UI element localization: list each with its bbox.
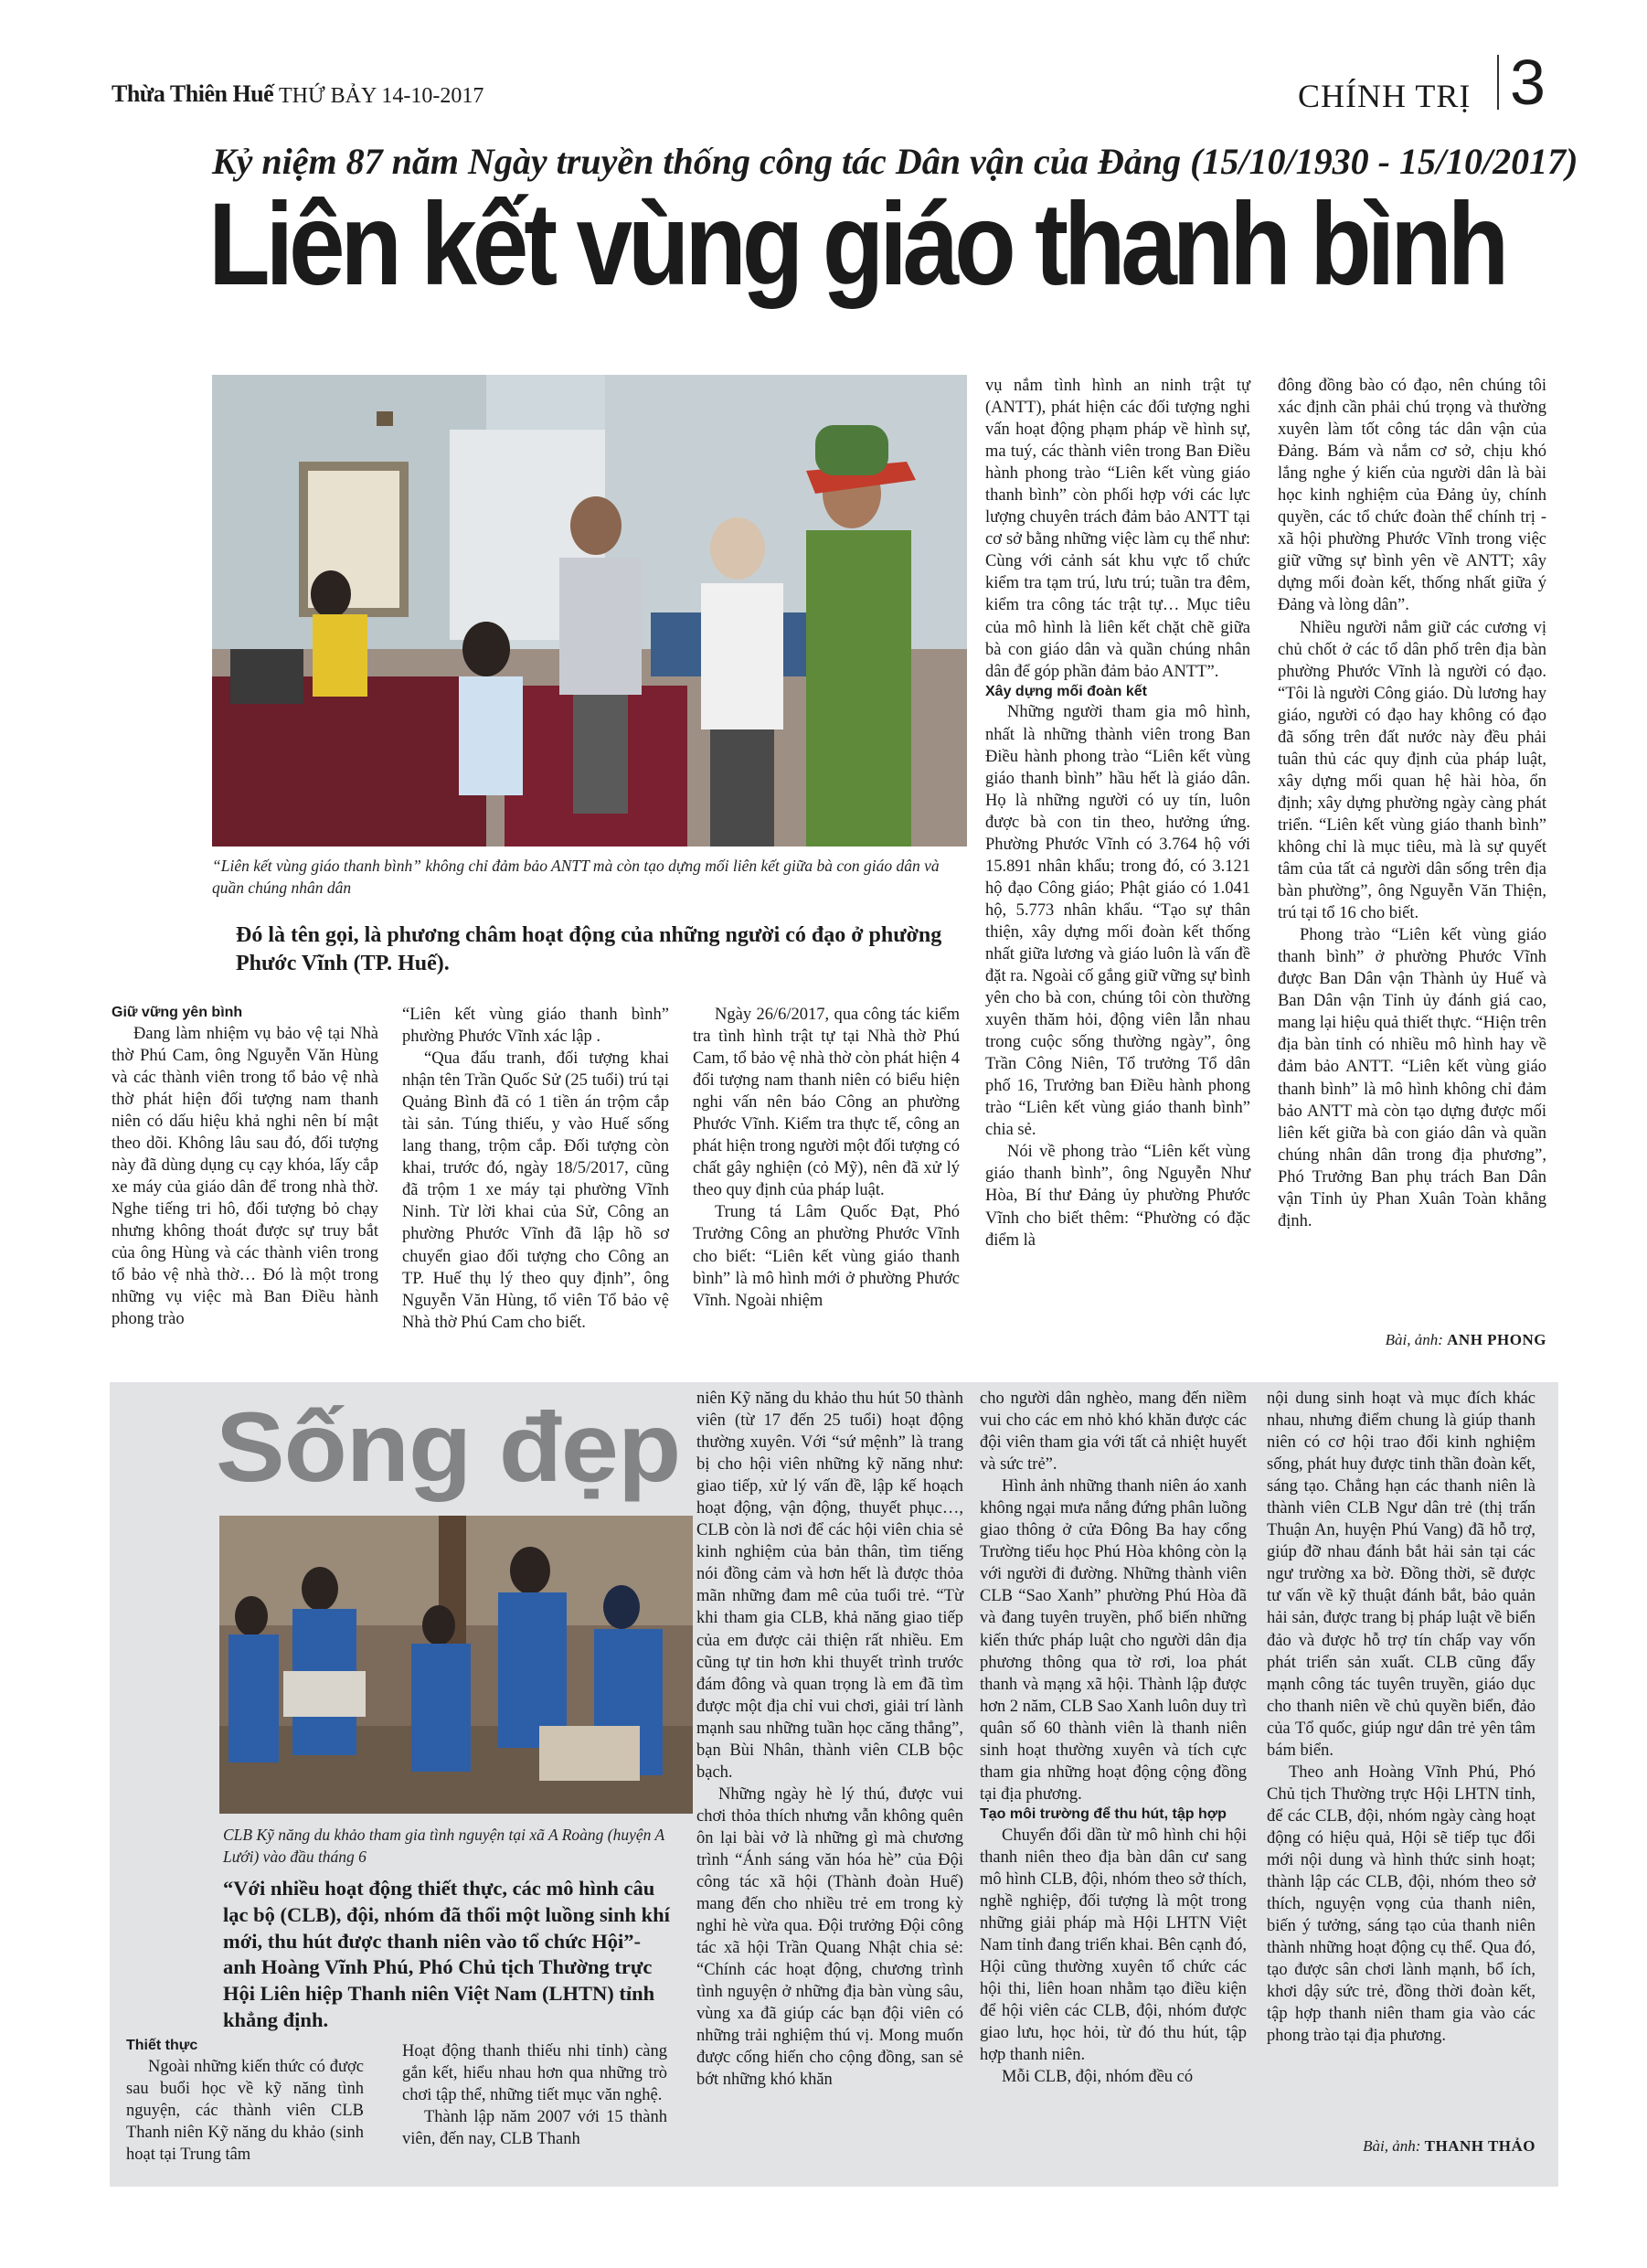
header-divider — [1497, 55, 1499, 110]
paragraph: Ngày 26/6/2017, qua công tác kiểm tra tình hình trật tự tại Nhà thờ Phú Cam, tổ bảo vệ nhà thờ còn phát hiện 4 đối tượng nam thanh niên có biểu hiện nghi vấn nên báo Công an phường Phước Vĩnh. Kiểm tra thực tế, công an phát hiện trong người một đối tượng có chất gây nghiện (cỏ Mỹ), nên đã xử lý theo quy định của pháp luật. — [693, 1006, 960, 1200]
article-column-2 — [402, 1004, 669, 1334]
article-column-4 — [985, 375, 1250, 1251]
masthead: Thừa Thiên Huế — [112, 80, 274, 107]
issue-date: THỨ BẢY 14-10-2017 — [279, 84, 484, 108]
paragraph: Những ngày hè lý thú, được vui chơi thỏa thích nhưng vẫn không quên ôn lại bài vở là những gì mà chương trình “Ánh sáng văn hóa hè” của Đội công tác xã hội (Thành đoàn Huế) mang đến cho nhiều trẻ em trong kỳ nghỉ hè vừa qua. Đội trưởng Đội công tác xã hội Trần Quang Nhật chia sẻ: “Chính các hoạt động, chương trình tình nguyện ở những địa bàn vùng sâu, vùng xa đã giúp các bạn đội viên có những trải nghiệm thú vị. Mong muốn được cống hiến cho cộng đồng, san sẻ bớt những khó khăn — [696, 1784, 963, 2090]
photo-caption: “Liên kết vùng giáo thanh bình” không chỉ đảm bảo ANTT mà còn tạo dựng mối liên kết giữa bà con giáo dân và quần chúng nhân dân — [212, 857, 940, 897]
paragraph: niên Kỹ năng du khảo thu hút 50 thành viên (từ 17 đến 25 tuổi) hoạt động thường xuyên. Với “sứ mệnh” là trang bị cho hội viên những kỹ năng như: giao tiếp, xử lý vấn đề, lập kế hoạch hoạt động, vận động, thuyết phục…, CLB còn là nơi để các hội viên chia sẻ kinh nghiệm của bản thân, tìm tiếng nói đồng cảm và hơn hết là được thỏa mãn những đam mê của tuổi trẻ. “Từ khi tham gia CLB, khả năng giao tiếp của em được cải thiện rất nhiều. Em cũng tự tin hơn khi thuyết trình trước đám đông và quan trọng là em đã tìm được một địa chỉ vui chơi, giải trí lành mạnh sau những tuần học căng thẳng”, bạn Bùi Nhân, thành viên CLB bộc bạch. — [696, 1390, 963, 1782]
paragraph: Trung tá Lâm Quốc Đạt, Phó Trưởng Công an phường Phước Vĩnh cho biết: “Liên kết vùng giáo thanh bình” là mô hình mới ở phường Phước Vĩnh. Ngoài nhiệm — [693, 1203, 960, 1310]
article-photo — [212, 375, 967, 847]
subheading: Xây dựng mối đoàn kết — [985, 683, 1147, 699]
paragraph: Những người tham gia mô hình, nhất là những thành viên trong Ban Điều hành phong trào “Liên kết vùng giáo thanh bình” hầu hết là giáo dân. Họ là những người có uy tín, luôn được bà con tin theo, hưởng ứng. Phường Phước Vĩnh có 3.764 hộ với 15.891 nhân khẩu; trong đó, có 3.121 hộ đạo Công giáo; Phật giáo có 1.041 hộ, 5.773 nhân khẩu. “Tạo sự thân thiện, xây dựng mối đoàn kết thống nhất giữa lương và giáo luôn là vấn đề đặt ra. Ngoài cố gắng giữ vững sự bình yên cho bà con, chúng tôi còn thường xuyên thăm hỏi, động viên lẫn nhau trong cuộc sống thường ngày”, ông Trần Công Niên, Tổ trưởng Tổ dân phố 16, Trưởng ban Điều hành phong trào “Liên kết vùng giáo thanh bình” chia sẻ. — [985, 703, 1250, 1140]
article-column-3 — [693, 1004, 960, 1312]
byline-author: THANH THẢO — [1424, 2137, 1535, 2155]
feature-byline — [1267, 2137, 1535, 2156]
subheading: Thiết thực — [126, 2038, 198, 2053]
paragraph: đông đồng bào có đạo, nên chúng tôi xác định cần phải chú trọng và thường xuyên làm tốt công tác dân vận của Đảng. Bám và nắm cơ sở, chịu khó lắng nghe ý kiến của người dân là bài học kinh nghiệm của Đảng ủy, chính quyền, các tổ chức đoàn thể chính trị - xã hội phường Phước Vĩnh trong việc giữ vững sự bình yên về ANTT; xây dựng mối đoàn kết, thống nhất giữa ý Đảng và lòng dân”. — [1278, 377, 1546, 615]
feature-column-4 — [980, 1388, 1247, 2088]
article-column-1 — [112, 1004, 378, 1330]
feature-column-2 — [402, 2040, 667, 2150]
feature-column-3 — [696, 1388, 963, 2092]
paragraph: Chuyển đổi dần từ mô hình chi hội thanh niên theo địa bàn dân cư sang mô hình CLB, đội, nhóm theo sở thích, nghề nghiệp, đối tượng là một trong những giải pháp mà Hội LHTN Việt Nam tỉnh đang triển khai. Bên cạnh đó, Hội cũng thường xuyên tổ chức các hội thi, liên hoan nhằm tạo điều kiện để hội viên các CLB, đội, nhóm được giao lưu, học hỏi, từ đó thu hút, tập hợp thanh niên. — [980, 1826, 1247, 2065]
feature-photo — [219, 1516, 693, 1814]
paragraph: Hình ảnh những thanh niên áo xanh không ngại mưa nắng đứng phân luồng giao thông ở cửa Đông Ba hay cổng Trường tiểu học Phú Hòa không còn lạ với người đi đường. Những thành viên CLB “Sao Xanh” phường Phú Hòa đã và đang tuyên truyền, phổ biến những kiến thức pháp luật cho người dân địa phương thông qua tờ rơi, loa phát thanh và mạng xã hội. Thành lập được hơn 2 năm, CLB Sao Xanh luôn duy trì quân số 60 thành viên là thanh niên sinh hoạt thường xuyên và tích cực tham gia những hoạt động cộng đồng tại địa phương. — [980, 1477, 1247, 1804]
paragraph: vụ nắm tình hình an ninh trật tự (ANTT), phát hiện các đối tượng nghi vấn hoạt động phạm pháp về hình sự, ma tuý, các thành viên trong Ban Điều hành phong trào “Liên kết vùng giáo thanh bình” còn phối hợp với các lực lượng chuyên trách đảm bảo ANTT tại cơ sở bằng những việc làm cụ thể như: Cùng với cảnh sát khu vực tổ chức kiểm tra tạm trú, lưu trú; tuần tra đêm, kiểm tra công tác trật tự… Mục tiêu của mô hình là liên kết chặt chẽ giữa bà con giáo dân và quần chúng nhân dân để góp phần đảm bảo ANTT”. — [985, 377, 1250, 681]
article-column-5 — [1278, 375, 1546, 1232]
article-lead: Đó là tên gọi, là phương châm hoạt động của những người có đạo ở phường Phước Vĩnh (TP. Huế). — [236, 923, 942, 976]
paragraph: “Qua đấu tranh, đối tượng khai nhận tên Trần Quốc Sử (25 tuổi) trú tại Quảng Bình đã có 1 tiền án trộm cắp tài sản. Túng thiếu, y vào Huế sống lang thang, trộm cắp. Đối tượng còn khai, trước đó, ngày 18/5/2017, cũng đã trộm 1 xe máy tại phường Vĩnh Ninh. Từ lời khai của Sử, Công an phường Phước Vĩnh đã lập hồ sơ chuyển giao đối tượng cho Công an TP. Huế thụ lý theo quy định”, ông Nguyễn Văn Hùng, tổ viên Tổ bảo vệ Nhà thờ Phú Cam cho biết. — [402, 1049, 669, 1332]
paragraph: Đang làm nhiệm vụ bảo vệ tại Nhà thờ Phú Cam, ông Nguyễn Văn Hùng và các thành viên trong tổ bảo vệ nhà thờ phát hiện đối tượng nam thanh niên có dấu hiệu khả nghi nên bí mật theo dõi. Không lâu sau đó, đối tượng này đã dùng dụng cụ cạy khóa, lấy cắp xe máy của giáo dân để trong nhà thờ. Nghe tiếng tri hô, đối tượng bỏ chạy nhưng không thoát được sự truy bắt của ông Hùng và các thành viên trong tổ bảo vệ nhà thờ… Đó là một trong những vụ việc mà Ban Điều hành phong trào — [112, 1024, 378, 1329]
page-number: 3 — [1510, 47, 1546, 118]
paragraph: cho người dân nghèo, mang đến niềm vui cho các em nhỏ khó khăn được các đội viên tham gia với tất cả nhiệt huyết và sức trẻ”. — [980, 1390, 1247, 1475]
paragraph: Nói về phong trào “Liên kết vùng giáo thanh bình”, ông Nguyễn Như Hòa, Bí thư Đảng ủy phường Phước Vĩnh cho biết thêm: “Phường có đặc điểm là — [985, 1143, 1250, 1250]
byline-label: Bài, ảnh: — [1385, 1331, 1443, 1348]
section-title: CHÍNH TRỊ — [1298, 78, 1472, 114]
paragraph: Mỗi CLB, đội, nhóm đều có — [1002, 2068, 1194, 2087]
article-byline — [1278, 1331, 1546, 1349]
article-kicker: Kỷ niệm 87 năm Ngày truyền thống công tác Dân vận của Đảng (15/10/1930 - 15/10/2017) — [212, 141, 1578, 182]
byline-label: Bài, ảnh: — [1363, 2137, 1421, 2155]
feature-column-5 — [1267, 1388, 1535, 2047]
paragraph: Theo anh Hoàng Vĩnh Phú, Phó Chủ tịch Thường trực Hội LHTN tỉnh, để các CLB, đội, nhóm ngày càng hoạt động có hiệu quả, Hội sẽ tiếp tục đổi mới nội dung và hình thức sinh hoạt; thành lập các CLB, đội, nhóm theo sở thích, nguyện vọng của thanh niên, biến ý tưởng, sáng tạo của thanh niên thành những hoạt động cụ thể. Qua đó, tạo được sân chơi lành mạnh, bổ ích, khơi dậy sức trẻ, đồng thời đoàn kết, tập hợp thanh niên tham gia vào các phong trào tại địa phương. — [1267, 1762, 1535, 2046]
paragraph: Hoạt động thanh thiếu nhi tỉnh) càng gắn kết, hiểu nhau hơn qua những trò chơi tập thể, những tiết mục văn nghệ. — [402, 2042, 667, 2105]
subheading: Giữ vững yên bình — [112, 1005, 243, 1020]
feature-photo-caption: CLB Kỹ năng du khảo tham gia tình nguyện tại xã A Roàng (huyện A Lưới) vào đầu tháng 6 — [223, 1826, 664, 1866]
byline-author: ANH PHONG — [1447, 1331, 1546, 1348]
feature-headline: Sống đẹp — [216, 1391, 681, 1502]
paragraph: Thành lập năm 2007 với 15 thành viên, đến nay, CLB Thanh — [402, 2108, 667, 2149]
subheading: Tạo môi trường để thu hút, tập hợp — [980, 1805, 1227, 1822]
paragraph: Ngoài những kiến thức có được sau buổi học về kỹ năng tình nguyện, các thành viên CLB Thanh niên Kỹ năng du khảo (sinh hoạt tại Trung tâm — [126, 2057, 364, 2164]
paragraph: Nhiều người nắm giữ các cương vị chủ chốt ở các tổ dân phố trên địa bàn phường Phước Vĩnh là người có đạo. “Tôi là người Công giáo. Dù lương hay giáo, người có đạo hay không có đạo đã sống trên đất nước này đều phải tuân thủ các quy định của pháp luật, xây dựng mối quan hệ hài hòa, ổn định; xây dựng phường ngày càng phát triển. “Liên kết vùng giáo thanh bình” không chỉ là mục tiêu, mà là sự quyết tâm của tất cả người dân sống trên địa bàn phường”, ông Nguyễn Văn Thiện, trú tại tổ 16 cho biết. — [1278, 618, 1546, 923]
paragraph: Phong trào “Liên kết vùng giáo thanh bình” ở phường Phước Vĩnh được Ban Dân vận Thành ủy Huế và Ban Dân vận Tỉnh ủy đánh giá cao, mang lại hiệu quả thiết thực. “Hiện trên địa bàn tỉnh có nhiều mô hình hay về đảm bảo ANTT. “Liên kết vùng giáo thanh bình” là mô hình không chỉ đảm bảo ANTT mà còn tạo dựng được mối liên kết giữa bà con giáo dân và quần chúng nhân dân trong địa phương”, Phó Trưởng Ban phụ trách Ban Dân vận Tỉnh ủy Phan Xuân Toàn khẳng định. — [1278, 926, 1546, 1230]
feature-column-1 — [126, 2037, 364, 2166]
article-headline: Liên kết vùng giáo thanh bình — [208, 179, 1505, 310]
paragraph: nội dung sinh hoạt và mục đích khác nhau, nhưng điểm chung là giúp thanh niên có cơ hội trao đổi kinh nghiệm sống, phát huy được tinh thần đoàn kết, sáng tạo. Chẳng hạn các thanh niên là thành viên CLB Ngư dân trẻ (thị trấn Thuận An, huyện Phú Vang) đã hỗ trợ, giúp đỡ nhau đánh bắt hải sản tại các ngư trường xa bờ. Đồng thời, sẽ được tư vấn về kỹ thuật đánh bắt, bảo quản hải sản, được trang bị pháp luật về biển đảo và được hỗ trợ tín chấp vay vốn phát triển sản xuất. CLB cũng đẩy mạnh công tác tuyên truyền, giáo dục cho thanh niên về chủ quyền biển, đảo của Tổ quốc, giúp ngư dân trẻ yên tâm bám biển. — [1267, 1390, 1535, 1760]
feature-quote: “Với nhiều hoạt động thiết thực, các mô hình câu lạc bộ (CLB), đội, nhóm đã thổi một luồng sinh khí mới, thu hút được thanh niên vào tổ chức Hội”- anh Hoàng Vĩnh Phú, Phó Chủ tịch Thường trực Hội Liên hiệp Thanh niên Việt Nam (LHTN) tỉnh khẳng định. — [223, 1877, 670, 2031]
paragraph: “Liên kết vùng giáo thanh bình” phường Phước Vĩnh xác lập . — [402, 1006, 669, 1047]
